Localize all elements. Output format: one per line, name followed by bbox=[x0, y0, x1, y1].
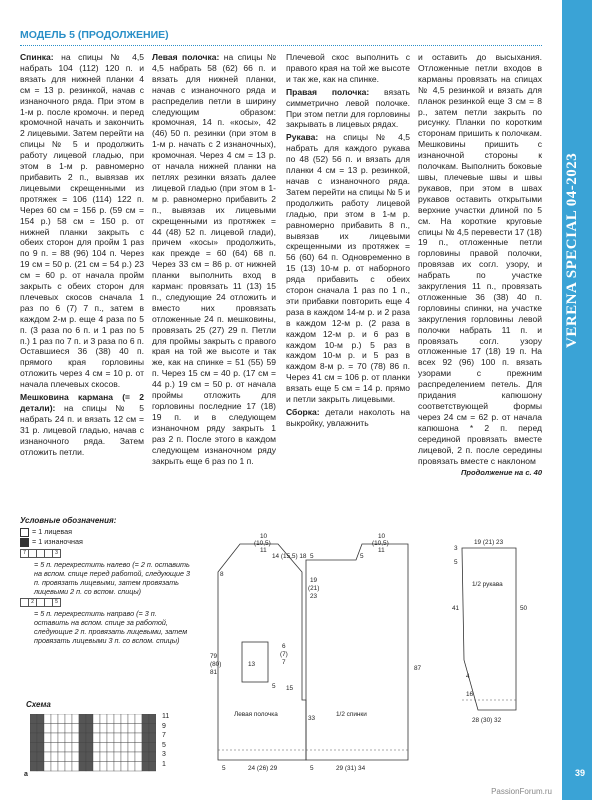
grid-cell bbox=[72, 743, 79, 753]
svg-text:Левая полочка: Левая полочка bbox=[234, 711, 278, 718]
svg-text:81: 81 bbox=[210, 669, 218, 676]
svg-text:6: 6 bbox=[282, 643, 286, 650]
grid-cell bbox=[121, 733, 128, 743]
grid-cell bbox=[100, 724, 107, 734]
svg-text:14 (15,5) 18: 14 (15,5) 18 bbox=[272, 553, 307, 560]
cable-left-desc: = 5 п. перекрестить налево (= 2 п. оставить на вспом. спице перед работой, следующие 3 п. провязать лицевыми, затем провязать лицевыми 2 п. со вспом. спицы) bbox=[34, 560, 190, 596]
grid-cell bbox=[51, 762, 58, 772]
paragraph-text: Плечевой скос выполнить с правого края на той же высоте и так же, как на спинке. bbox=[286, 52, 410, 84]
grid-cell bbox=[44, 752, 51, 762]
grid-cell bbox=[58, 724, 65, 734]
grid-cell bbox=[86, 724, 93, 734]
grid-cell bbox=[79, 733, 86, 743]
grid-cell bbox=[86, 714, 93, 724]
grid-cell bbox=[93, 762, 100, 772]
grid-cell bbox=[93, 752, 100, 762]
svg-text:1/2 рукава: 1/2 рукава bbox=[472, 581, 503, 588]
legend-title: Условные обозначения: bbox=[20, 516, 117, 525]
grid-cell bbox=[79, 714, 86, 724]
section-header: МОДЕЛЬ 5 (ПРОДОЛЖЕНИЕ) bbox=[20, 29, 169, 41]
grid-cell bbox=[51, 743, 58, 753]
grid-cell bbox=[86, 743, 93, 753]
grid-cell bbox=[114, 724, 121, 734]
grid-cell bbox=[37, 762, 44, 772]
grid-cell bbox=[79, 724, 86, 734]
grid-cell bbox=[65, 724, 72, 734]
svg-text:7: 7 bbox=[282, 659, 286, 666]
paragraph-lead: Правая полочка: bbox=[286, 86, 370, 97]
grid-cell bbox=[114, 714, 121, 724]
grid-cell bbox=[30, 762, 37, 772]
grid-cell bbox=[149, 714, 156, 724]
grid-cell bbox=[65, 733, 72, 743]
svg-text:24 (26) 29: 24 (26) 29 bbox=[248, 765, 278, 772]
svg-text:(7): (7) bbox=[280, 651, 288, 658]
svg-text:41: 41 bbox=[452, 605, 460, 612]
grid-cell bbox=[135, 714, 142, 724]
grid-cell bbox=[86, 752, 93, 762]
grid-cell bbox=[30, 733, 37, 743]
grid-cell bbox=[44, 714, 51, 724]
svg-text:10: 10 bbox=[378, 533, 386, 540]
svg-text:5: 5 bbox=[310, 553, 314, 560]
column-2 bbox=[152, 52, 276, 504]
svg-text:5: 5 bbox=[272, 683, 276, 690]
grid-cell bbox=[149, 752, 156, 762]
grid-cell bbox=[100, 743, 107, 753]
grid-cell bbox=[107, 752, 114, 762]
purl-symbol bbox=[20, 538, 29, 547]
grid-cell bbox=[142, 733, 149, 743]
grid-cell bbox=[37, 714, 44, 724]
grid-cell bbox=[107, 733, 114, 743]
svg-text:3: 3 bbox=[454, 545, 458, 552]
paragraph-text: детали наколоть на выкройку, увлажнить bbox=[286, 407, 410, 428]
grid-cell bbox=[86, 733, 93, 743]
legend-purl: = 1 изнаночная bbox=[20, 537, 192, 547]
grid-cell bbox=[100, 714, 107, 724]
grid-cell bbox=[142, 714, 149, 724]
svg-text:50: 50 bbox=[520, 605, 528, 612]
grid-cell bbox=[37, 724, 44, 734]
grid-cell bbox=[65, 743, 72, 753]
svg-text:29 (31) 34: 29 (31) 34 bbox=[336, 765, 366, 772]
grid-cell bbox=[114, 752, 121, 762]
grid-cell bbox=[100, 762, 107, 772]
cable-left-symbol: 7 3 bbox=[20, 549, 192, 558]
sidebar-band bbox=[562, 0, 592, 800]
paragraph-lead: Мешковина кармана (= 2 детали): bbox=[20, 392, 144, 413]
svg-text:4: 4 bbox=[466, 673, 470, 680]
paragraph-lead: Рукава: bbox=[286, 132, 319, 143]
svg-text:13: 13 bbox=[248, 661, 256, 668]
paragraph bbox=[20, 52, 144, 390]
text-columns bbox=[20, 52, 542, 504]
grid-cell bbox=[135, 762, 142, 772]
grid-cell bbox=[72, 714, 79, 724]
pattern-diagram bbox=[210, 530, 540, 778]
grid-cell bbox=[30, 724, 37, 734]
grid-cell bbox=[135, 733, 142, 743]
cable-right-symbol: 2 5 bbox=[20, 598, 192, 607]
column-3 bbox=[286, 52, 410, 504]
paragraph-text: на спицы № 4,5 набрать для каждого рукава по 48 (52) 56 п. и вязать для планки 4 см = 13 р. резинкой, начав с изнаночного ряда. Затем перейти на спицы № 5 и продолжить работу лицевой гладью, при этом в 1-м р. равномерно прибавить 8 п., вывязав их лицевыми скрещенными из протяжек = 56 (60) 64 п. Одновременно в 15 (13) 10-м р. от наборного ряда прибавить с обеих сторон сначала 1 раз по 1 п., эти прибавки повторить еще 4 раза в каждом 14-м р. и 2 раза в каждом 12-м р. (2 раза в каждом 12-м р. и 6 раз в каждом 10-м р.) 5 раз в каждом 10-м р. и 5 раз в каждом 8-м р. = 70 (78) 86 п. Через 41 см = 106 р. от планки вязать еще 5 см = 14 р. прямо и петли закрыть лицевыми. bbox=[286, 132, 410, 405]
svg-text:(80): (80) bbox=[210, 661, 222, 668]
grid-cell bbox=[37, 743, 44, 753]
grid-cell bbox=[37, 733, 44, 743]
grid-cell bbox=[149, 743, 156, 753]
svg-text:33: 33 bbox=[308, 715, 316, 722]
grid-cell bbox=[30, 714, 37, 724]
continued-note: Продолжение на с. 40 bbox=[461, 468, 542, 478]
grid-cell bbox=[79, 752, 86, 762]
footer-source: PassionForum.ru bbox=[491, 787, 552, 796]
svg-text:23: 23 bbox=[310, 593, 318, 600]
chart-grid bbox=[30, 714, 156, 776]
paragraph-text: на спицы № 4,5 набрать 58 (62) 66 п. и вязать для нижней планки, начав с изнаночного ряда и распределив петли в ширину следующим образом: кромочная, 14 п. «косы», 42 (46) 50 п. резинки (при этом в 1-м р. начать с 2 изнаночных), кромочная. Через 4 см = 13 р. от начала нижней планки на петлях резинки вязать далее лицевой гладью (при этом в 1-м р. равномерно прибавить 2 п., вывязав их лицевыми скрещенными из протяжек = 44 (48) 52 п. лицевой глади), причем «косы» продолжить, как прежде = 60 (64) 68 п. Через 33 см = 86 р. от нижней планки выполнить вход в карман: провязать 11 (13) 15 п., следующие 24 отложить и вместо них провязать отложенные 24 п. мешковины, провязать 25 (27) 29 п. Петли для проймы закрыть с правого края на той же высоте и так же, как на спинке = 51 (55) 59 п. Через 15 см = 40 р. (17 см = 44 р.) 19 см = 50 р. от начала проймы отложить для горловины последние 17 (18) 19 п. и в следующем изнаночном ряду закрыть 1 раз 2 п. После этого в каждом следующем изнаночном ряду закрыть еще 6 раз по 1 п. bbox=[152, 52, 276, 466]
grid-cell bbox=[37, 752, 44, 762]
svg-text:87: 87 bbox=[414, 665, 422, 672]
page-number: 39 bbox=[574, 768, 585, 778]
grid-cell bbox=[72, 724, 79, 734]
grid-cell bbox=[51, 752, 58, 762]
svg-text:1/2 спинки: 1/2 спинки bbox=[336, 711, 367, 718]
grid-cell bbox=[93, 743, 100, 753]
grid-cell bbox=[93, 733, 100, 743]
grid-cell bbox=[142, 743, 149, 753]
paragraph bbox=[152, 52, 276, 466]
paragraph bbox=[286, 87, 410, 131]
grid-cell bbox=[149, 762, 156, 772]
grid-cell bbox=[128, 733, 135, 743]
grid-cell bbox=[114, 762, 121, 772]
column-4 bbox=[418, 52, 542, 504]
legend bbox=[20, 516, 192, 645]
paragraph-text: вязать симметрично левой полочке. При этом петли для горловины закрывать в лицевых рядах. bbox=[286, 86, 410, 130]
svg-text:5: 5 bbox=[310, 765, 314, 772]
grid-cell bbox=[135, 724, 142, 734]
grid-cell bbox=[142, 724, 149, 734]
grid-cell bbox=[72, 733, 79, 743]
paragraph bbox=[286, 52, 410, 85]
svg-text:10: 10 bbox=[260, 533, 268, 540]
paragraph-text: на спицы № 5 набрать 24 п. и вязать 12 см = 31 р. лицевой гладью, начав с изнаночного ряда. Затем отложить петли. bbox=[20, 403, 144, 457]
svg-text:19 (21) 23: 19 (21) 23 bbox=[474, 539, 504, 546]
grid-cell bbox=[121, 762, 128, 772]
paragraph bbox=[20, 392, 144, 457]
paragraph-lead: Спинка: bbox=[20, 52, 54, 62]
knit-symbol bbox=[20, 528, 29, 537]
schema-row-numbers: 11 9 7 5 3 1 bbox=[162, 713, 170, 768]
svg-text:11: 11 bbox=[378, 547, 385, 554]
grid-cell bbox=[58, 733, 65, 743]
schema-label-a: a bbox=[24, 771, 28, 778]
grid-cell bbox=[51, 733, 58, 743]
grid-cell bbox=[30, 743, 37, 753]
grid-cell bbox=[121, 714, 128, 724]
grid-cell bbox=[121, 743, 128, 753]
legend-knit: = 1 лицевая bbox=[20, 527, 192, 537]
grid-cell bbox=[121, 752, 128, 762]
grid-cell bbox=[128, 714, 135, 724]
paragraph bbox=[418, 52, 542, 466]
paragraph bbox=[286, 132, 410, 405]
grid-cell bbox=[135, 752, 142, 762]
svg-text:15: 15 bbox=[286, 685, 294, 692]
left-front-outline bbox=[218, 544, 306, 760]
grid-cell bbox=[58, 762, 65, 772]
grid-cell bbox=[142, 762, 149, 772]
schema-title: Схема bbox=[26, 700, 51, 709]
svg-text:(10,5): (10,5) bbox=[372, 540, 389, 547]
grid-cell bbox=[149, 733, 156, 743]
grid-cell bbox=[65, 762, 72, 772]
svg-text:28 (30) 32: 28 (30) 32 bbox=[472, 717, 502, 724]
grid-cell bbox=[114, 743, 121, 753]
grid-cell bbox=[142, 752, 149, 762]
grid-cell bbox=[58, 743, 65, 753]
grid-cell bbox=[128, 752, 135, 762]
grid-cell bbox=[44, 743, 51, 753]
paragraph-text: на спицы № 4,5 набрать 104 (112) 120 п. и вязать для нижней планки 4 см = 13 р. резинкой, начав с изнаночного ряда. При этом в 1-м р. после кромочн. и перед кромочной начать и закончить 2 лицевыми. Затем перейти на спицы № 5 и продолжить работу лицевой гладью, при этом в 1-м р. равномерно прибавить 2 п., вывязав их лицевыми скрещенными из протяжек = 106 (114) 122 п. Через 60 см = 156 р. (59 см = 154 р.) 58 см = 150 р. от нижней планки закрыть с обеих сторон для пройм 1 раз по 9 п. = 88 (96) 104 п. Через 19 см = 50 р. (21 см = 54 р.) 23 см = 60 р. от начала пройм закрыть с обеих сторон для плечевых скосов сначала 1 раз по 6 (7) 7 п., затем в каждом 2-м р. еще 4 раза по 5 п. (3 раза по 6 п. и 1 раз по 5 п.) 1 раз по 7 п. и 3 раза по 6 п. Оставшиеся 36 (38) 40 п. прямого края горловины отложить через 4 см = 10 р. от начала плечевых скосов. bbox=[20, 52, 144, 390]
header-rule bbox=[20, 45, 542, 46]
cable-right-desc: = 5 п. перекрестить направо (= 3 п. оставить на вспом. спице за работой, следующие 2 п. провязать лицевыми, затем провязать лицевыми 3 п. со вспом. спицы) bbox=[34, 609, 188, 645]
grid-cell bbox=[100, 733, 107, 743]
grid-cell bbox=[79, 762, 86, 772]
grid-cell bbox=[107, 743, 114, 753]
grid-cell bbox=[44, 733, 51, 743]
grid-cell bbox=[114, 733, 121, 743]
svg-text:5: 5 bbox=[360, 553, 364, 560]
grid-cell bbox=[44, 762, 51, 772]
grid-cell bbox=[79, 743, 86, 753]
grid-cell bbox=[30, 752, 37, 762]
paragraph-lead: Левая полочка: bbox=[152, 52, 220, 62]
svg-text:8: 8 bbox=[220, 571, 224, 578]
grid-cell bbox=[128, 724, 135, 734]
grid-cell bbox=[100, 752, 107, 762]
grid-cell bbox=[65, 714, 72, 724]
svg-text:11: 11 bbox=[260, 547, 267, 554]
svg-text:79: 79 bbox=[210, 653, 218, 660]
grid-cell bbox=[93, 714, 100, 724]
paragraph-lead: Сборка: bbox=[286, 407, 320, 417]
svg-text:(21): (21) bbox=[308, 585, 320, 592]
grid-cell bbox=[149, 724, 156, 734]
svg-text:(10,5): (10,5) bbox=[254, 540, 271, 547]
grid-cell bbox=[107, 724, 114, 734]
grid-cell bbox=[72, 752, 79, 762]
grid-cell bbox=[58, 714, 65, 724]
svg-text:5: 5 bbox=[454, 559, 458, 566]
grid-cell bbox=[86, 762, 93, 772]
svg-text:16: 16 bbox=[466, 691, 474, 698]
paragraph-text: и оставить до высыхания. Отложенные петли входов в карманы провязать на спицах № 4,5 резинкой и вязать для планок резинкой еще 3 см = 8 р., затем петли закрыть по рисунку. Планки по коротким сторонам пришить к полочкам. Мешковины пришить с изнаночной стороны к полочкам. Выполнить боковые швы, плечевые швы и швы рукавов, при этом в швах рукавов оставить открытыми верхние участки длиной по 5 см. На короткие круговые спицы № 4,5 перевести 17 (18) 19 п., отложенные петли горловины правой полочки, провязав их согл. узору, и набрать по участке закругления 11 п., провязать отложенные 36 (38) 40 п. горловины спинки, на участке закругления горловины левой полочки набрать 11 п. и провязать согл. узору отложенные 17 (18) 19 п. На всех 92 (96) 100 п. вязать узорами с прежним распределением петель. Для придания капюшону соответствующей формы через 24 см = 62 р. от начала капюшона * 2 п. перед серединой провязать вместе лицевой, 2 п. после середины провязать вместе с наклоном bbox=[418, 52, 542, 466]
magazine-title: VERENA SPECIAL 04-2023 bbox=[564, 152, 580, 348]
paragraph bbox=[286, 407, 410, 429]
grid-cell bbox=[128, 762, 135, 772]
grid-cell bbox=[121, 724, 128, 734]
grid-cell bbox=[44, 724, 51, 734]
grid-cell bbox=[65, 752, 72, 762]
svg-text:19: 19 bbox=[310, 577, 318, 584]
column-1 bbox=[20, 52, 144, 504]
grid-cell bbox=[51, 724, 58, 734]
grid-cell bbox=[51, 714, 58, 724]
grid-cell bbox=[107, 762, 114, 772]
grid-cell bbox=[107, 714, 114, 724]
back-outline bbox=[306, 544, 408, 760]
sleeve-outline bbox=[462, 548, 516, 710]
grid-cell bbox=[93, 724, 100, 734]
grid-cell bbox=[135, 743, 142, 753]
grid-cell bbox=[128, 743, 135, 753]
grid-cell bbox=[72, 762, 79, 772]
svg-text:5: 5 bbox=[222, 765, 226, 772]
grid-cell bbox=[58, 752, 65, 762]
